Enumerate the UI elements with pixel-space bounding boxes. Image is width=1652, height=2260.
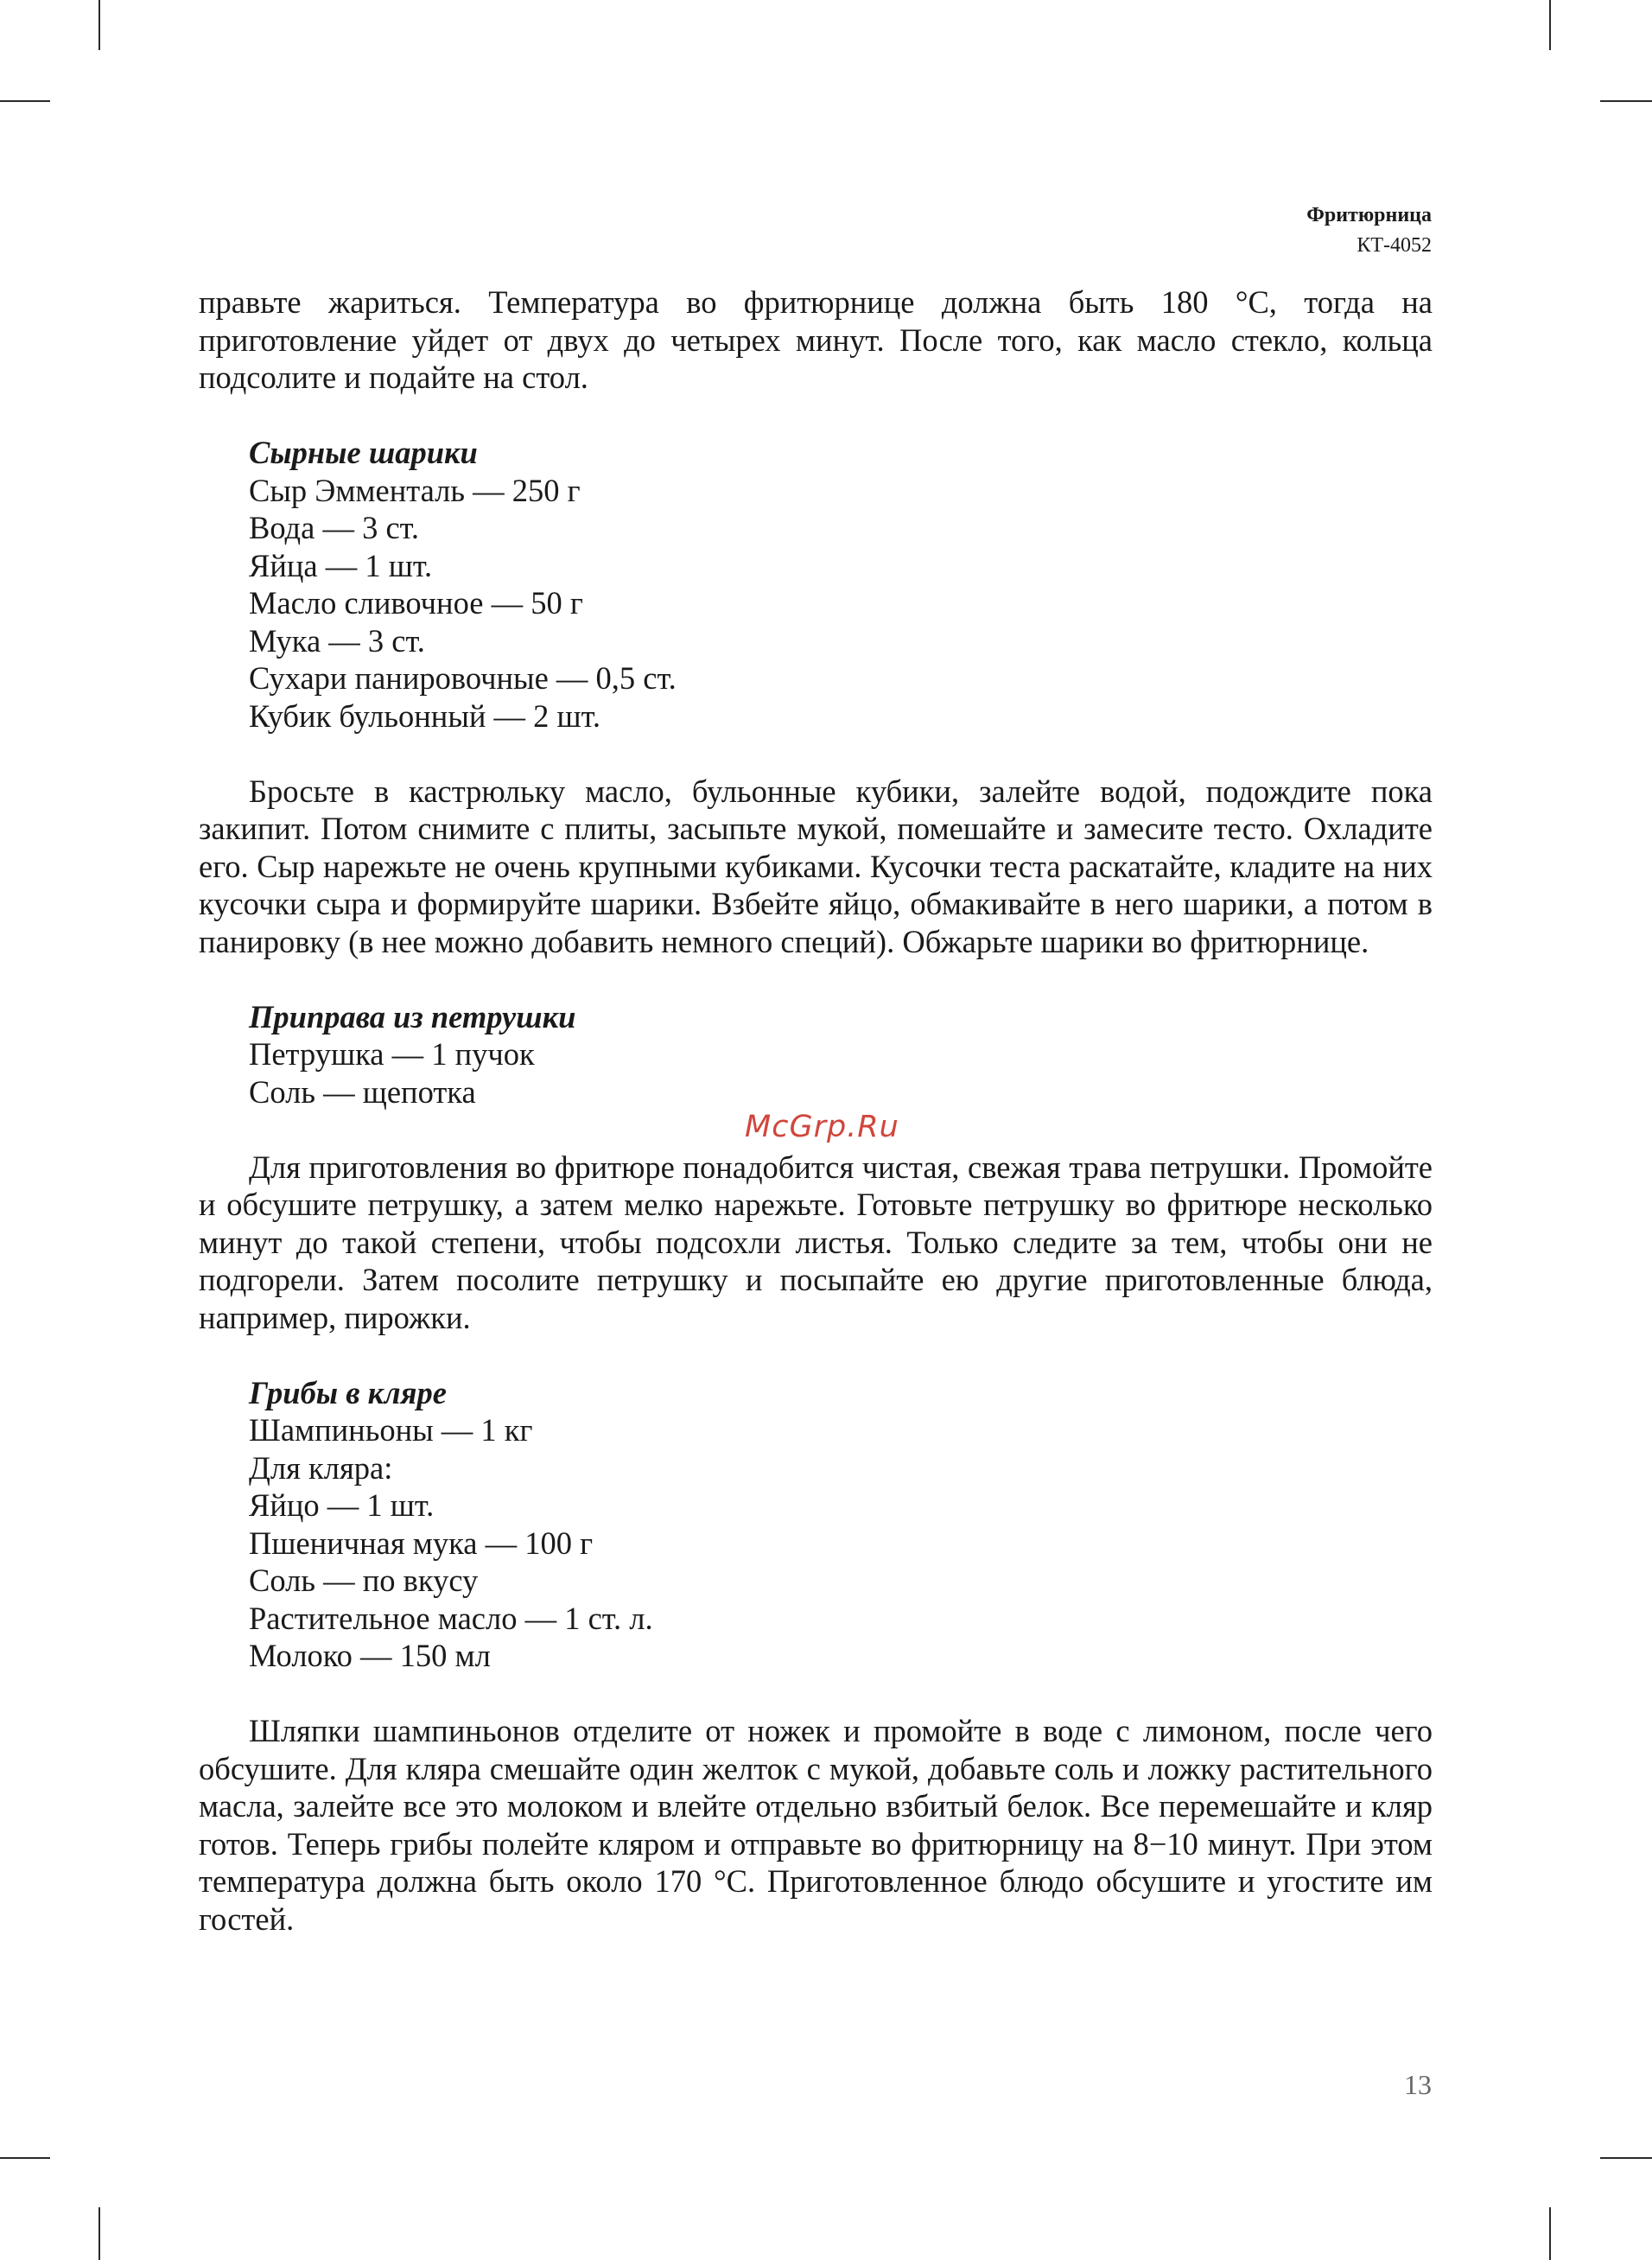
ingredient-line: Мука — 3 ст. [249, 622, 425, 659]
crop-mark-bottom-right [1549, 2207, 1551, 2260]
recipe-title: Сырные шарики [249, 435, 478, 470]
ingredient-line: Соль — щепотка [249, 1073, 476, 1110]
ingredient-line: Сыр Эмменталь — 250 г [249, 472, 581, 508]
running-header [1306, 201, 1432, 261]
crop-mark-top-right [1549, 0, 1551, 50]
header-model: КТ-4052 [1357, 234, 1432, 257]
page-number: 13 [1404, 2069, 1432, 2100]
ingredient-line: Вода — 3 ст. [249, 510, 419, 545]
ingredient-line: Масло сливочное — 50 г [249, 585, 583, 621]
crop-mark-left-top [0, 100, 50, 102]
watermark: McGrp.Ru [745, 1110, 899, 1144]
header-title: Фритюрница [1306, 204, 1432, 226]
ingredient-line: Шампиньоны — 1 кг [249, 1412, 533, 1448]
ingredient-line: Молоко — 150 мл [249, 1638, 491, 1673]
ingredient-line: Кубик бульонный — 2 шт. [249, 697, 600, 734]
crop-mark-top-left [98, 0, 100, 50]
recipe-instructions: Для приготовления во фритюре понадобится чистая, свежая трава петрушки. Промойте и обсушите петрушку, а затем мелко нарежьте. Готовьте петрушку во фритюре несколько минут до такой степени, чтобы подсохли листья. Только следите за тем, чтобы они не подгорели. Затем посолите петрушку и посыпайте ею другие приготовленные блюда, например, пирожки. [199, 1149, 1433, 1335]
recipe-mushrooms-in-batter [249, 1374, 1433, 1675]
ingredient-line: Петрушка — 1 пучок [249, 1036, 535, 1072]
recipe-instructions: Бросьте в кастрюльку масло, бульонные кубики, залейте водой, подождите пока закипит. Потом снимите с плиты, засыпьте мукой, помешайте и замесите тесто. Охладите его. Сыр нарежьте не очень крупными кубиками. Кусочки теста раскатайте, кладите на них кусочки сыра и формируйте шарики. Взбейте яйцо, обмакивайте в него шарики, а потом в панировку (в нее можно добавить немного специй). Обжарьте шарики во фритюрнице. [199, 773, 1433, 959]
crop-mark-left-bottom [0, 2157, 50, 2159]
recipe-instructions: Шляпки шампиньонов отделите от ножек и промойте в воде с лимоном, после чего обсушите. Для кляра смешайте один желток с мукой, добавьте соль и ложку растительного масла, залейте все это молоком и влейте отдельно взбитый белок. Все перемешайте и кляр готов. Теперь грибы полейте кляром и отправьте во фритюрницу на 8−10 минут. При этом температура должна быть около 170 °С. Приготовленное блюдо обсушите и угостите им гостей. [199, 1713, 1433, 1937]
recipe-title: Грибы в кляре [249, 1374, 447, 1410]
ingredient-line: Для кляра: [249, 1449, 393, 1486]
crop-mark-right-bottom [1600, 2157, 1652, 2159]
ingredient-line: Яйцо — 1 шт. [249, 1487, 435, 1523]
recipe-cheese-balls [249, 434, 1433, 735]
crop-mark-bottom-left [98, 2207, 100, 2260]
ingredient-line: Яйца — 1 шт. [249, 547, 433, 583]
recipe-parsley-seasoning [249, 998, 1433, 1111]
intro-paragraph: правьте жариться. Температура во фритюрнице должна быть 180 °С, тогда на приготовление уйдет от двух до четырех минут. После того, как масло стекло, кольца подсолите и подайте на стол. [199, 284, 1433, 395]
crop-mark-right-top [1600, 100, 1652, 102]
ingredient-line: Пшеничная мука — 100 г [249, 1525, 594, 1561]
ingredient-line: Растительное масло — 1 ст. л. [249, 1600, 653, 1636]
ingredient-line: Сухари панировочные — 0,5 ст. [249, 660, 677, 696]
recipe-title: Приправа из петрушки [249, 998, 576, 1035]
ingredient-line: Соль — по вкусу [249, 1563, 479, 1598]
